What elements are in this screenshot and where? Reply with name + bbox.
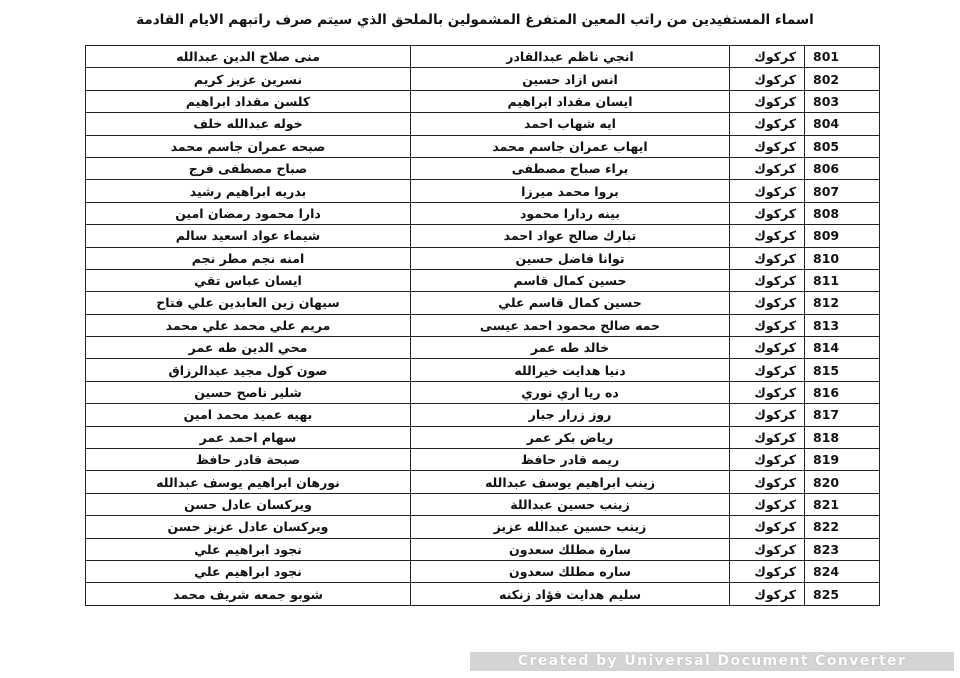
table-row [86, 135, 880, 157]
row-city: كركوك [730, 560, 805, 582]
row-beneficiary-name: خالد طه عمر [411, 337, 730, 359]
converter-watermark: Created by Universal Document Converter [470, 652, 954, 671]
row-number: 824 [805, 560, 880, 582]
row-number: 819 [805, 449, 880, 471]
table-row [86, 583, 880, 605]
row-caregiver-name: محي الدين طه عمر [86, 337, 411, 359]
row-beneficiary-name: زينب ابراهيم يوسف عبدالله [411, 471, 730, 493]
row-beneficiary-name: ريمه قادر حافظ [411, 449, 730, 471]
row-caregiver-name: شوبو جمعه شريف محمد [86, 583, 411, 605]
row-caregiver-name: امنه نجم مطر نجم [86, 247, 411, 269]
row-beneficiary-name: ايسان مقداد ابراهيم [411, 90, 730, 112]
row-caregiver-name: كلسن مقداد ابراهيم [86, 90, 411, 112]
table-row [86, 404, 880, 426]
row-caregiver-name: صبحه عمران جاسم محمد [86, 135, 411, 157]
row-caregiver-name: شيماء عواد اسعيد سالم [86, 225, 411, 247]
row-city: كركوك [730, 493, 805, 515]
table-row [86, 292, 880, 314]
row-number: 818 [805, 426, 880, 448]
table-row [86, 247, 880, 269]
row-caregiver-name: مريم علي محمد علي محمد [86, 314, 411, 336]
table-row [86, 516, 880, 538]
row-city: كركوك [730, 337, 805, 359]
row-caregiver-name: ويركسان عادل حسن [86, 493, 411, 515]
row-beneficiary-name: ايه شهاب احمد [411, 113, 730, 135]
row-caregiver-name: صبحة قادر حافظ [86, 449, 411, 471]
row-number: 814 [805, 337, 880, 359]
row-number: 813 [805, 314, 880, 336]
row-city: كركوك [730, 381, 805, 403]
table-row [86, 426, 880, 448]
page-title: اسماء المستفيدين من راتب المعين المتفرغ المشمولين بالملحق الذي سيتم صرف راتبهم الايام القادمة [136, 12, 814, 28]
row-number: 803 [805, 90, 880, 112]
row-caregiver-name: نجود ابراهيم علي [86, 538, 411, 560]
row-caregiver-name: منى صلاح الدين عبدالله [86, 46, 411, 68]
row-beneficiary-name: انجي ناظم عبدالقادر [411, 46, 730, 68]
table-row [86, 225, 880, 247]
row-number: 806 [805, 157, 880, 179]
row-number: 811 [805, 269, 880, 291]
row-caregiver-name: سهام احمد عمر [86, 426, 411, 448]
row-caregiver-name: دارا محمود رمضان امين [86, 202, 411, 224]
table-row [86, 180, 880, 202]
row-number: 823 [805, 538, 880, 560]
row-city: كركوك [730, 113, 805, 135]
row-city: كركوك [730, 359, 805, 381]
row-number: 802 [805, 68, 880, 90]
row-beneficiary-name: ده ريا اري نوري [411, 381, 730, 403]
row-number: 815 [805, 359, 880, 381]
row-caregiver-name: نسرين عزيز كريم [86, 68, 411, 90]
row-number: 804 [805, 113, 880, 135]
table-row [86, 493, 880, 515]
table-row [86, 90, 880, 112]
row-beneficiary-name: حسين كمال قاسم [411, 269, 730, 291]
row-beneficiary-name: انس ازاد حسين [411, 68, 730, 90]
row-beneficiary-name: بينه ردارا محمود [411, 202, 730, 224]
row-caregiver-name: صباح مصطفى فرج [86, 157, 411, 179]
row-beneficiary-name: ساره مطلك سعدون [411, 560, 730, 582]
row-city: كركوك [730, 292, 805, 314]
row-beneficiary-name: زينب حسين عبدالله عزيز [411, 516, 730, 538]
row-number: 812 [805, 292, 880, 314]
row-number: 801 [805, 46, 880, 68]
table-row [86, 68, 880, 90]
table-row [86, 113, 880, 135]
row-number: 809 [805, 225, 880, 247]
row-beneficiary-name: دنيا هدايت خيرالله [411, 359, 730, 381]
row-city: كركوك [730, 225, 805, 247]
table-row [86, 46, 880, 68]
row-city: كركوك [730, 46, 805, 68]
table-row [86, 449, 880, 471]
row-number: 825 [805, 583, 880, 605]
row-beneficiary-name: سليم هدايت فؤاد زنكنه [411, 583, 730, 605]
row-beneficiary-name: براء صباح مصطفى [411, 157, 730, 179]
row-city: كركوك [730, 538, 805, 560]
row-beneficiary-name: حمه صالح محمود احمد عيسى [411, 314, 730, 336]
row-number: 817 [805, 404, 880, 426]
row-city: كركوك [730, 202, 805, 224]
table-row [86, 337, 880, 359]
row-number: 820 [805, 471, 880, 493]
row-caregiver-name: ويركسان عادل عزيز حسن [86, 516, 411, 538]
row-beneficiary-name: روز زرار جبار [411, 404, 730, 426]
row-caregiver-name: صون كول مجيد عبدالرزاق [86, 359, 411, 381]
row-city: كركوك [730, 157, 805, 179]
row-beneficiary-name: بروا محمد ميرزا [411, 180, 730, 202]
row-city: كركوك [730, 449, 805, 471]
row-number: 808 [805, 202, 880, 224]
row-caregiver-name: خوله عبدالله خلف [86, 113, 411, 135]
row-caregiver-name: نورهان ابراهيم يوسف عبدالله [86, 471, 411, 493]
table-body [86, 46, 880, 606]
row-city: كركوك [730, 180, 805, 202]
table-row [86, 359, 880, 381]
row-number: 816 [805, 381, 880, 403]
row-number: 805 [805, 135, 880, 157]
row-beneficiary-name: رياض بكر عمر [411, 426, 730, 448]
row-caregiver-name: بدريه ابراهيم رشيد [86, 180, 411, 202]
row-city: كركوك [730, 269, 805, 291]
beneficiaries-table [85, 45, 880, 606]
row-caregiver-name: نجود ابراهيم علي [86, 560, 411, 582]
row-number: 810 [805, 247, 880, 269]
table-row [86, 269, 880, 291]
row-city: كركوك [730, 90, 805, 112]
row-city: كركوك [730, 516, 805, 538]
row-number: 807 [805, 180, 880, 202]
table-row [86, 560, 880, 582]
row-caregiver-name: سيهان زين العابدين علي فتاح [86, 292, 411, 314]
table-row [86, 157, 880, 179]
table-row [86, 471, 880, 493]
row-city: كركوك [730, 135, 805, 157]
row-city: كركوك [730, 583, 805, 605]
row-city: كركوك [730, 314, 805, 336]
row-city: كركوك [730, 247, 805, 269]
row-beneficiary-name: زينب حسين عبداللة [411, 493, 730, 515]
row-number: 822 [805, 516, 880, 538]
row-city: كركوك [730, 471, 805, 493]
row-beneficiary-name: سارة مطلك سعدون [411, 538, 730, 560]
row-beneficiary-name: حسين كمال قاسم علي [411, 292, 730, 314]
table-row [86, 314, 880, 336]
table-row [86, 202, 880, 224]
row-city: كركوك [730, 404, 805, 426]
row-caregiver-name: ايسان عباس تقي [86, 269, 411, 291]
row-beneficiary-name: تبارك صالح عواد احمد [411, 225, 730, 247]
row-caregiver-name: بهيه عميد محمد امين [86, 404, 411, 426]
table-row [86, 381, 880, 403]
row-city: كركوك [730, 68, 805, 90]
row-number: 821 [805, 493, 880, 515]
row-beneficiary-name: ايهاب عمران جاسم محمد [411, 135, 730, 157]
row-city: كركوك [730, 426, 805, 448]
row-beneficiary-name: توانا فاضل حسين [411, 247, 730, 269]
table-row [86, 538, 880, 560]
row-caregiver-name: شلير ناصح حسين [86, 381, 411, 403]
